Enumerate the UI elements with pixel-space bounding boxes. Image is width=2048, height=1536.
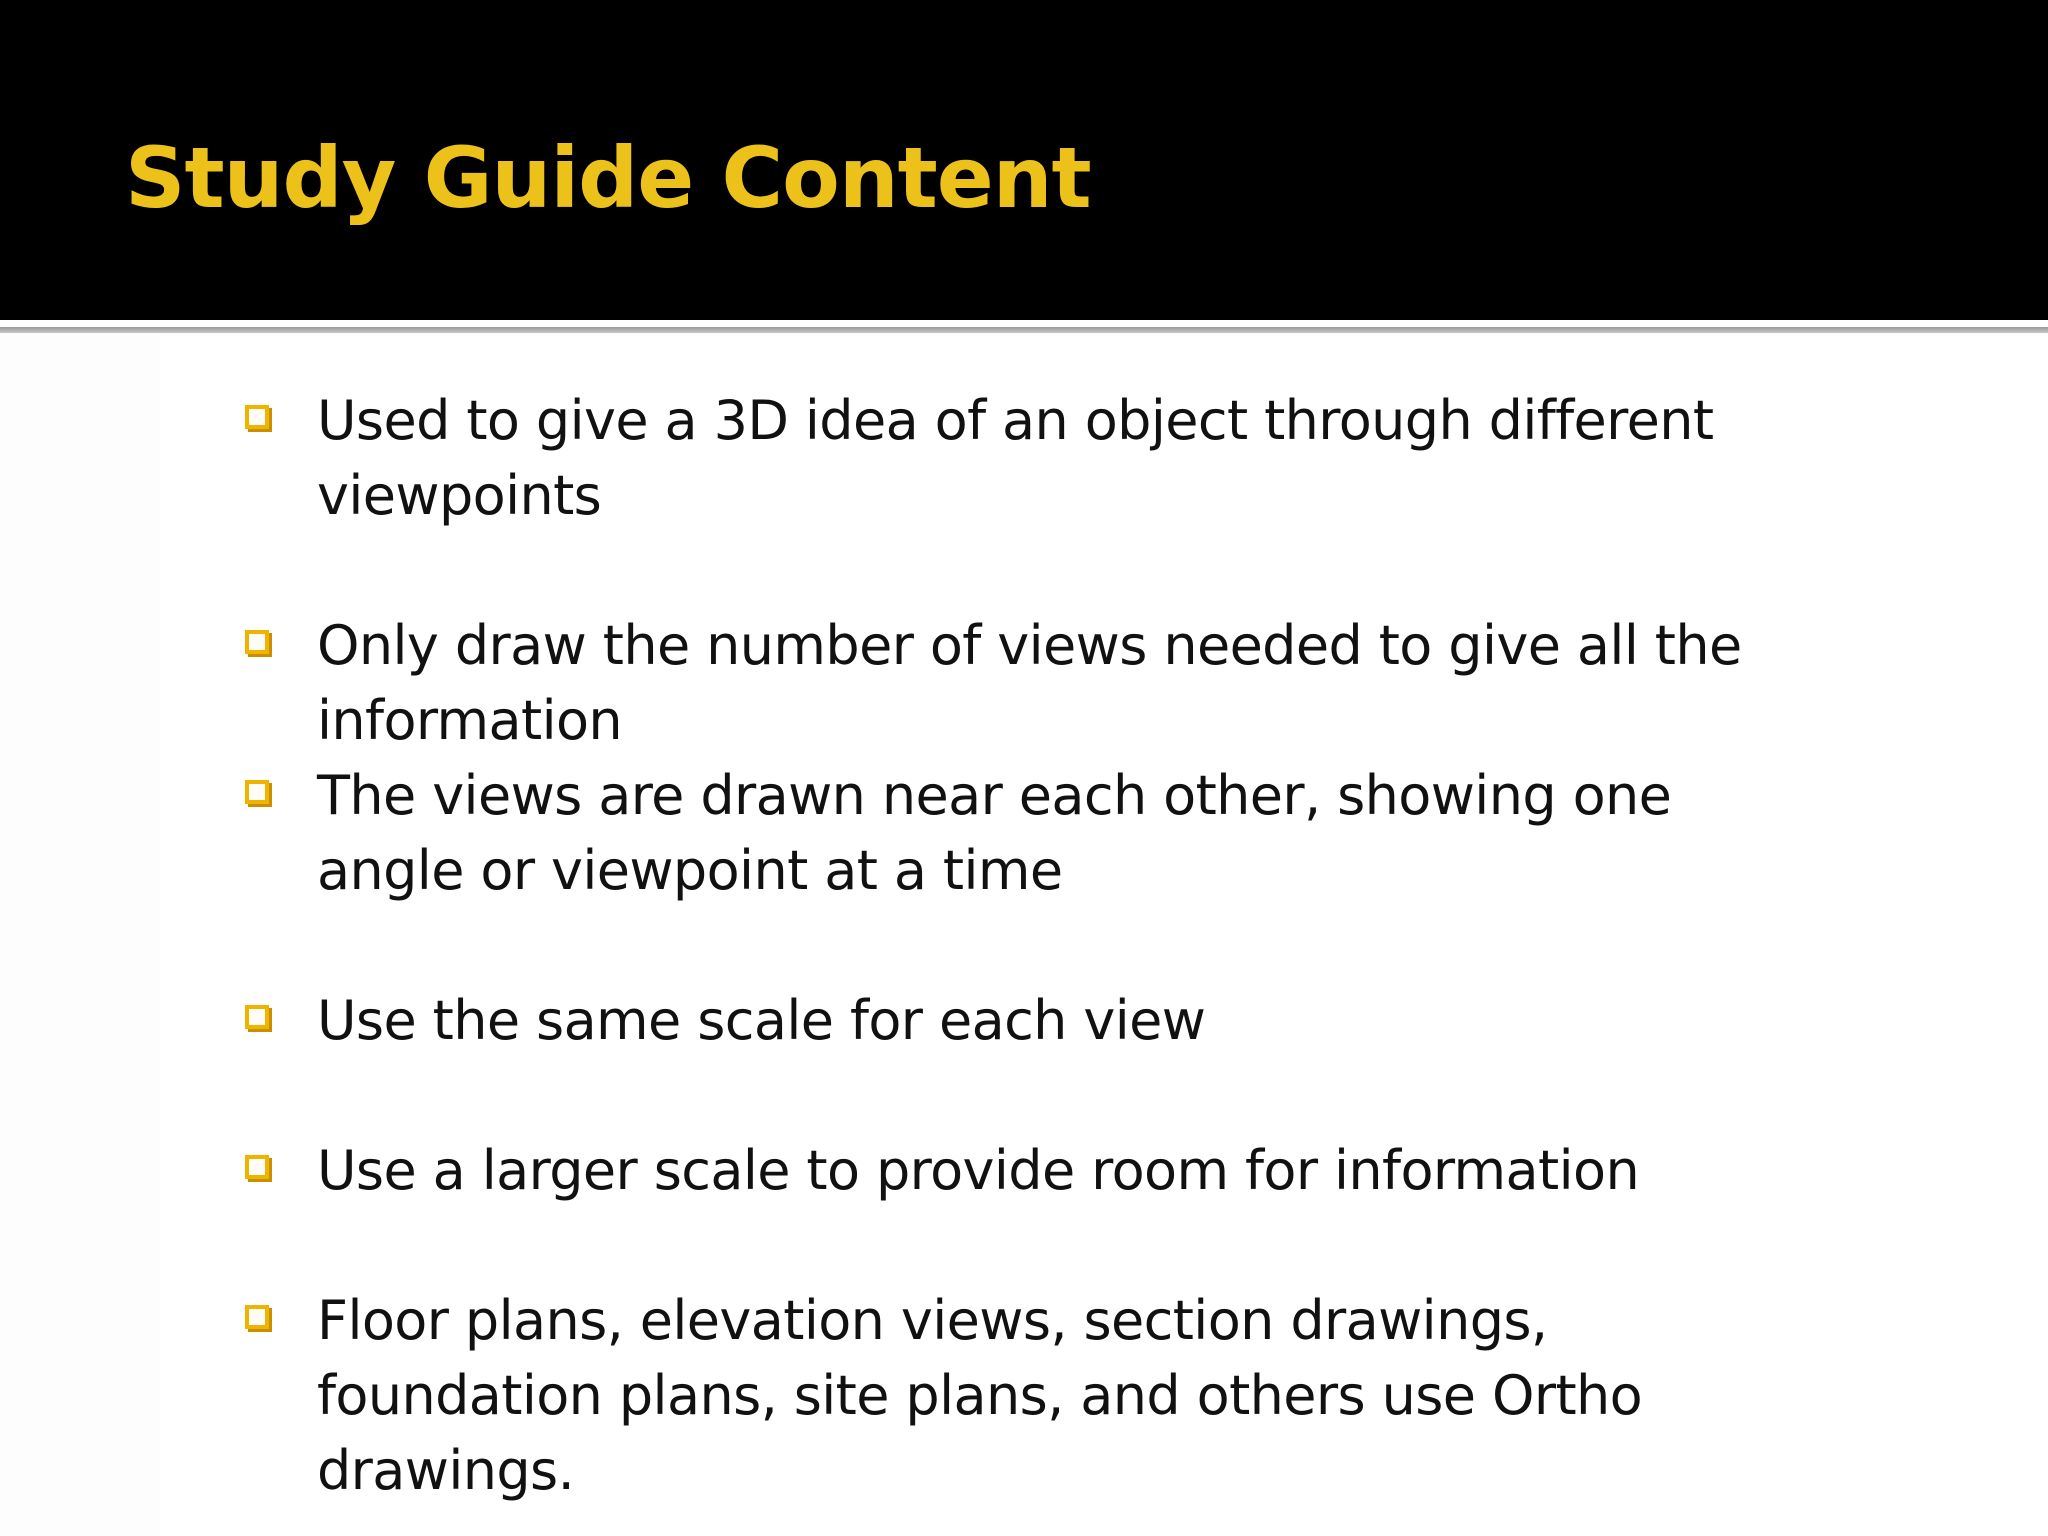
title-separator-gap bbox=[0, 320, 2048, 327]
square-bullet-icon bbox=[245, 1005, 269, 1029]
bullet-text: Used to give a 3D idea of an object through different viewpoints bbox=[317, 389, 1714, 527]
square-bullet-icon bbox=[245, 1155, 269, 1179]
bullet-text: Only draw the number of views needed to give all the information bbox=[317, 614, 1742, 752]
title-bar bbox=[0, 0, 2048, 320]
bullet-text: Floor plans, elevation views, section drawings, foundation plans, site plans, and others use Ortho drawings. bbox=[317, 1289, 1643, 1502]
bullet-text: Use a larger scale to provide room for information bbox=[317, 1139, 1640, 1202]
title-separator-line bbox=[0, 327, 2048, 333]
square-bullet-icon bbox=[245, 630, 269, 654]
square-bullet-icon bbox=[245, 1305, 269, 1329]
slide-title: Study Guide Content bbox=[125, 129, 1091, 227]
square-bullet-icon bbox=[245, 780, 269, 804]
square-bullet-icon bbox=[245, 405, 269, 429]
bullet-text: Use the same scale for each view bbox=[317, 989, 1206, 1052]
bullet-text: The views are drawn near each other, showing one angle or viewpoint at a time bbox=[317, 764, 1672, 902]
